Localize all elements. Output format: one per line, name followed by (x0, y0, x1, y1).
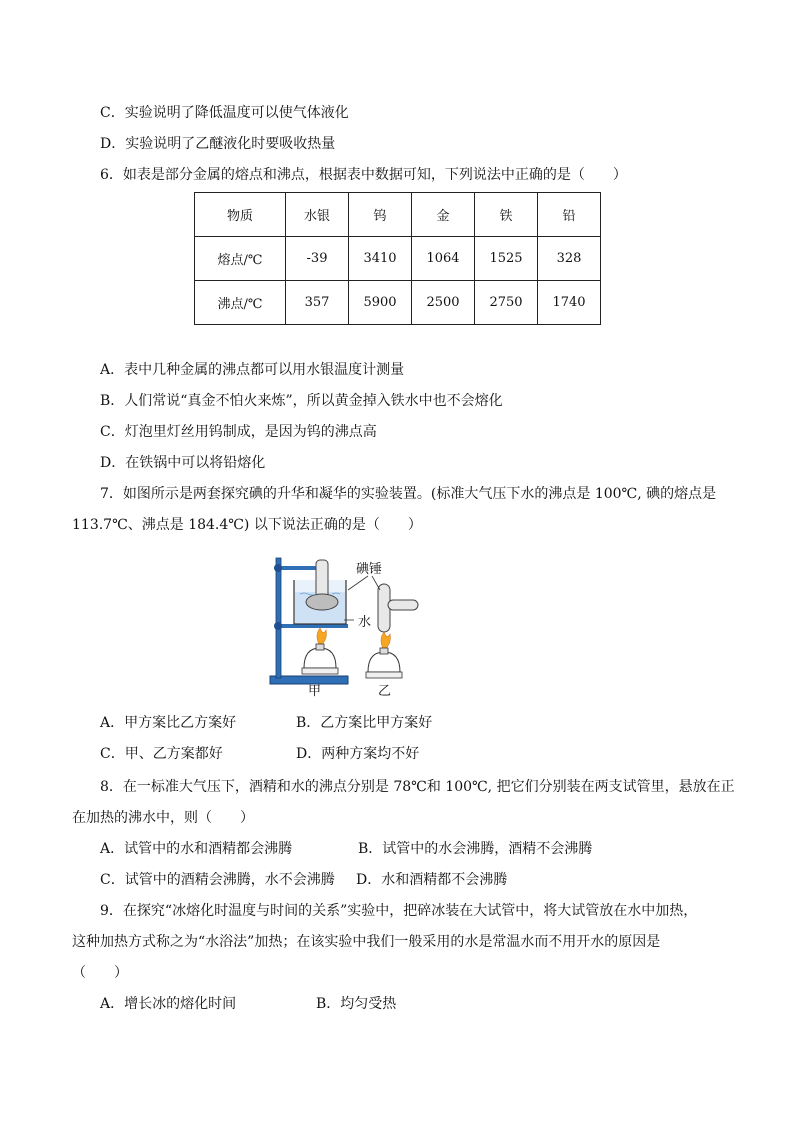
table-cell: 1525 (475, 237, 538, 281)
q8-stem-line2: 在加热的沸水中，则（ ） (72, 810, 254, 826)
table-cell: 328 (538, 237, 601, 281)
q5-option-c: C．实验说明了降低温度可以使气体液化 (100, 105, 349, 121)
table-cell: 2750 (475, 281, 538, 325)
q6-option-c: C．灯泡里灯丝用钨制成，是因为钨的沸点高 (100, 424, 377, 440)
table-cell: 5900 (349, 281, 412, 325)
label-iodine-hammer: 碘锤 (356, 562, 383, 577)
q8-option-d: D．水和酒精都不会沸腾 (356, 872, 508, 888)
q9-stem-line1: 9．在探究“冰熔化时温度与时间的关系”实验中，把碎冰装在大试管中，将大试管放在水中加热， (100, 903, 698, 919)
q9-option-b: B．均匀受热 (316, 996, 397, 1012)
apparatus-drawing (268, 550, 428, 698)
table-cell: 铅 (538, 193, 601, 237)
table-cell: 357 (286, 281, 349, 325)
table-row (195, 237, 601, 281)
q9-stem-line3: （ ） (72, 965, 128, 981)
table-row (195, 281, 601, 325)
q6-option-a: A．表中几种金属的沸点都可以用水银温度计测量 (100, 362, 405, 378)
metal-table (194, 192, 601, 325)
table-cell: 水银 (286, 193, 349, 237)
table-cell: -39 (286, 237, 349, 281)
table-cell: 3410 (349, 237, 412, 281)
q9-stem-line2: 这种加热方式称之为“水浴法”加热；在该实验中我们一般采用的水是常温水而不用开水的原因是 (72, 934, 661, 950)
table-cell: 物质 (195, 193, 286, 237)
table-cell: 金 (412, 193, 475, 237)
q5-option-d: D．实验说明了乙醚液化时要吸收热量 (100, 136, 336, 152)
iodine-apparatus-figure (268, 550, 428, 698)
table-cell: 铁 (475, 193, 538, 237)
q6-option-d: D．在铁锅中可以将铅熔化 (100, 455, 266, 471)
q6-option-b: B．人们常说“真金不怕火来炼”，所以黄金掉入铁水中也不会熔化 (100, 393, 503, 409)
q8-option-b: B．试管中的水会沸腾，酒精不会沸腾 (358, 841, 593, 857)
q7-stem-line2: 113.7℃、沸点是 184.4℃) 以下说法正确的是（ ） (72, 517, 422, 533)
label-water: 水 (358, 615, 372, 630)
table-cell: 1064 (412, 237, 475, 281)
table-cell: 1740 (538, 281, 601, 325)
q8-stem-line1: 8．在一标准大气压下，酒精和水的沸点分别是 78℃和 100℃, 把它们分别装在两支试管里，悬放在正 (100, 779, 735, 795)
q7-option-d: D．两种方案均不好 (296, 746, 420, 762)
q9-option-a: A．增长冰的熔化时间 (100, 996, 237, 1012)
q6-stem: 6．如表是部分金属的熔点和沸点，根据表中数据可知，下列说法中正确的是（ ） (100, 167, 627, 183)
table-cell: 熔点/℃ (195, 237, 286, 281)
q8-option-a: A．试管中的水和酒精都会沸腾 (100, 841, 293, 857)
q7-stem-line1: 7．如图所示是两套探究碘的升华和凝华的实验装置。(标准大气压下水的沸点是 100℃, 碘的熔点是 (100, 486, 717, 502)
label-jia: 甲 (308, 684, 322, 699)
label-yi: 乙 (378, 684, 392, 699)
table-cell: 钨 (349, 193, 412, 237)
q7-option-b: B．乙方案比甲方案好 (296, 715, 433, 731)
q7-option-a: A．甲方案比乙方案好 (100, 715, 237, 731)
table-cell: 2500 (412, 281, 475, 325)
q8-option-c: C．试管中的酒精会沸腾，水不会沸腾 (100, 872, 335, 888)
q7-option-c: C．甲、乙方案都好 (100, 746, 223, 762)
table-cell: 沸点/℃ (195, 281, 286, 325)
table-header-row (195, 193, 601, 237)
